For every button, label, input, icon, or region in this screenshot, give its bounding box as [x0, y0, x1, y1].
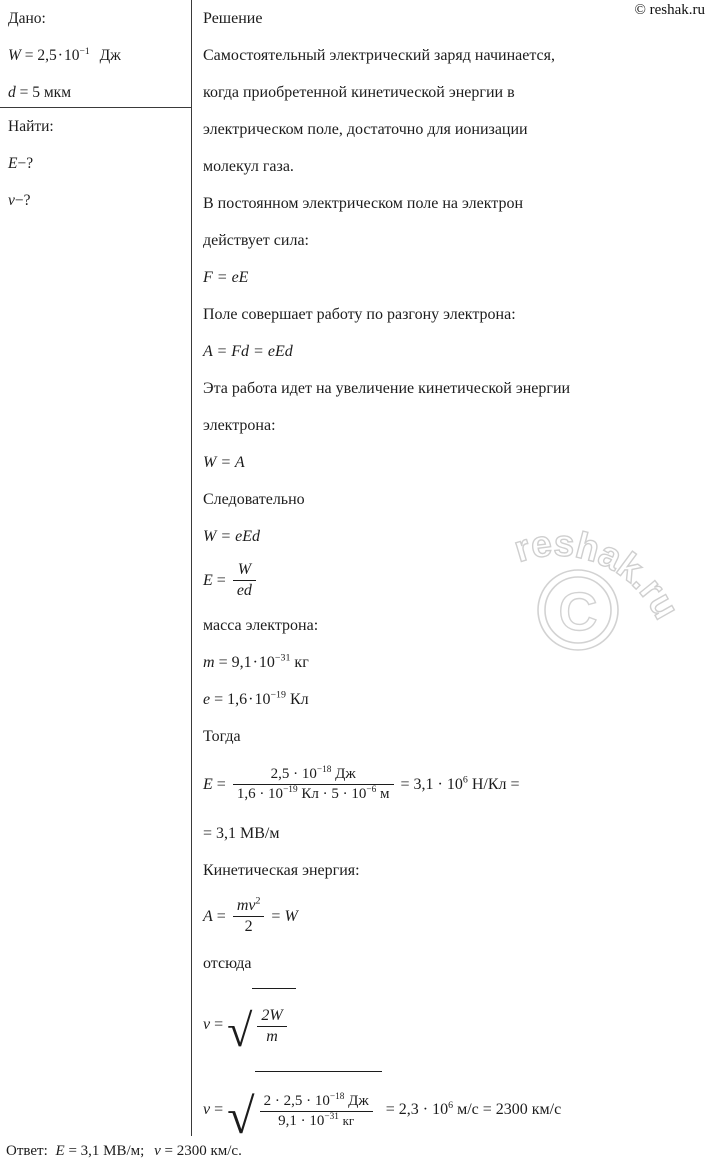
fraction-E-numerator [233, 766, 394, 784]
constant-e-mantissa: 1,6 [227, 691, 248, 708]
E-den-first-exponent: −19 [283, 784, 298, 795]
constant-m-exponent: −31 [274, 652, 291, 664]
solution-heading: Решение [203, 10, 263, 27]
equation-E-trailing-equals: = [510, 776, 520, 793]
equation-W-equals-eEd: W = eEd [203, 528, 260, 545]
given-find-divider-line [0, 107, 192, 108]
given-W-base: 10 [63, 47, 80, 64]
given-W-unit: Дж [99, 47, 121, 64]
solution-paragraph4-line1: Эта работа идет на увеличение кинетической энергии [203, 380, 571, 397]
equation-kinetic-equals2: = [271, 908, 281, 925]
equation-kinetic-rhs: W [284, 908, 298, 925]
constant-e-unit: Кл [289, 691, 309, 708]
watermark-text: reshak.ru [509, 522, 688, 626]
equation-kinetic-equals: = [216, 908, 226, 925]
fraction-E-numeric [233, 766, 394, 803]
radical-body [252, 988, 295, 1063]
constant-m-unit: кг [294, 654, 309, 671]
constant-m-base: 10 [258, 654, 275, 671]
constant-m-mantissa: 9,1 [231, 654, 252, 671]
given-W-mantissa: 2,5 [37, 47, 57, 64]
equation-W-equals-A: W = A [203, 454, 245, 471]
v-num-unit: Дж [348, 1093, 369, 1110]
equation-v-numeric-equals: = [214, 1101, 224, 1119]
equation-velocity-numeric [203, 1063, 711, 1150]
solution-paragraph2-line2: действует сила: [203, 232, 309, 249]
fraction-kinetic-numerator [233, 897, 265, 916]
equation-E-result-mantissa: 3,1 · 10 [413, 776, 463, 793]
equation-v-numeric-lhs: v [203, 1101, 211, 1119]
solution-paragraph3: Поле совершает работу по разгону электрона: [203, 306, 516, 323]
equation-E-symbolic-lhs: E [203, 572, 213, 589]
equation-E-result-exponent: 6 [462, 774, 468, 786]
find-v-symbol: v [8, 192, 15, 209]
solution-paragraph5: Следовательно [203, 491, 305, 508]
answer-E-equals: = [68, 1143, 77, 1159]
solution-paragraph1-line4: молекул газа. [203, 158, 294, 175]
equation-kinetic-lhs: A [203, 908, 213, 925]
equation-velocity-symbolic [203, 982, 711, 1063]
answer-separator: ; [140, 1143, 145, 1159]
find-row-E [0, 145, 190, 182]
radical-2W-over-m [227, 988, 296, 1063]
constant-e-symbol: e [203, 691, 211, 708]
fraction-velocity-numeric [260, 1093, 373, 1130]
find-row-v [0, 182, 190, 219]
radical-body-2 [255, 1071, 382, 1150]
equation-v-result-exponent: 6 [448, 1099, 454, 1111]
v-fraction-numerator: 2W [261, 1006, 283, 1024]
equation-E-final-value: = 3,1 МВ/м [203, 825, 280, 842]
answer-v-symbol: v [154, 1143, 161, 1159]
column-divider-line [191, 0, 192, 1136]
constant-e-exponent: −19 [270, 689, 286, 701]
answer-E-symbol: E [55, 1143, 65, 1159]
solution-section [203, 0, 711, 1150]
find-v-question: −? [14, 192, 31, 209]
answer-E-value: 3,1 МВ/м [80, 1143, 141, 1159]
radical-sign-icon-2: √ [227, 1087, 255, 1144]
given-d-symbol: d [8, 84, 16, 101]
given-section [0, 0, 190, 111]
solution-paragraph6: масса электрона: [203, 617, 319, 634]
find-E-question: −? [17, 155, 34, 172]
equation-v-result-kms: 2300 км/с [495, 1101, 562, 1119]
E-num-mantissa: 2,5 · 10 [270, 766, 317, 783]
constant-elementary-charge [203, 681, 711, 718]
constant-m-dot: · [252, 654, 258, 671]
solution-paragraph7: Тогда [203, 728, 241, 745]
find-section [0, 108, 190, 219]
given-heading: Дано: [8, 10, 46, 27]
svg-text:C: C [558, 582, 598, 642]
solution-paragraph1-line2: когда приобретенной кинетической энергии в [203, 84, 515, 101]
v-num-group [260, 1093, 373, 1111]
equation-v-symbolic-lhs: v [203, 1016, 211, 1034]
solution-paragraph1-line1: Самостоятельный электрический заряд начинается, [203, 47, 555, 64]
given-W-equals: = [24, 47, 34, 64]
E-den-first-unit: Кл [301, 785, 319, 802]
solution-paragraph2-line1: В постоянном электрическом поле на электрон [203, 195, 523, 212]
equation-v-result-mantissa: 2,3 · 10 [398, 1101, 449, 1119]
E-den-second-unit: м [380, 785, 390, 802]
solution-paragraph9: отсюда [203, 955, 252, 972]
copyright-notice: © reshak.ru [634, 2, 705, 18]
find-heading: Найти: [8, 118, 54, 135]
equation-E-symbolic [203, 555, 711, 607]
equation-v-result-unit: м/с [457, 1101, 479, 1119]
equation-E-numeric-lhs: E [203, 776, 213, 793]
radical-velocity-numeric [227, 1071, 382, 1150]
constant-m-equals: = [218, 654, 228, 671]
v-den-group [260, 1111, 373, 1130]
v-den-exponent: −31 [324, 1111, 339, 1122]
equation-v-numeric-equals3: = [482, 1101, 492, 1119]
given-d-unit: мкм [43, 84, 72, 101]
find-E-symbol: E [8, 155, 18, 172]
equation-v-symbolic-equals: = [214, 1016, 224, 1034]
kinetic-num-exponent: 2 [255, 895, 261, 907]
equation-E-symbolic-equals: = [216, 572, 226, 589]
fraction-W-over-ed [233, 561, 256, 600]
constant-e-dot: · [248, 691, 254, 708]
equation-work: A = Fd = eEd [203, 343, 293, 360]
equation-v-numeric-equals2: = [385, 1101, 395, 1119]
radical-sign-icon: √ [227, 1004, 253, 1056]
v-fraction-denominator: m [257, 1026, 286, 1046]
given-W-symbol: W [8, 47, 21, 64]
v-num-exponent: −18 [329, 1092, 345, 1103]
constant-m-symbol: m [203, 654, 215, 671]
fraction-numerator: W [237, 560, 252, 578]
E-den-first-mantissa: 1,6 · 10 [236, 785, 284, 802]
constant-electron-mass [203, 644, 711, 681]
E-den-second-exponent: −6 [366, 784, 377, 795]
given-d-equals: = [19, 84, 29, 101]
kinetic-num-symbols: mv [236, 896, 256, 914]
constant-e-equals: = [214, 691, 224, 708]
equation-force: F = eE [203, 269, 249, 286]
fraction-mv2-over-2 [233, 897, 265, 936]
v-den-mantissa: 9,1 · 10 [278, 1112, 325, 1129]
fraction-E-denominator [233, 784, 394, 803]
given-row-W [0, 37, 190, 74]
E-num-exponent: −18 [316, 765, 332, 776]
equation-kinetic-energy [203, 889, 711, 945]
solution-paragraph4-line2: электрона: [203, 417, 276, 434]
E-den-middle: · 5 · 10 [322, 785, 367, 802]
given-W-exponent: −1 [79, 45, 90, 57]
v-num-mantissa: 2 · 2,5 · 10 [263, 1093, 330, 1110]
answer-label: Ответ: [6, 1143, 48, 1159]
solution-paragraph1-line3: электрическом поле, достаточно для ионизации [203, 121, 528, 138]
answer-line [6, 1138, 242, 1164]
equation-E-numeric-equals2: = [400, 776, 410, 793]
given-W-dot: · [57, 47, 63, 64]
fraction-2W-over-m [257, 1007, 286, 1046]
solution-paragraph8: Кинетическая энергия: [203, 862, 360, 879]
equation-E-numeric-equals: = [216, 776, 226, 793]
given-d-mantissa: 5 [32, 84, 40, 101]
equation-E-numeric [203, 755, 711, 815]
fraction-kinetic-denominator: 2 [233, 916, 265, 936]
v-den-unit: кг [342, 1113, 355, 1128]
given-row-d [0, 74, 190, 111]
constant-e-base: 10 [254, 691, 271, 708]
answer-v-equals: = [164, 1143, 173, 1159]
answer-v-value: 2300 км/с. [176, 1143, 242, 1159]
fraction-denominator: ed [233, 580, 256, 600]
equation-E-result-unit: Н/Кл [471, 776, 507, 793]
E-num-unit: Дж [335, 766, 356, 783]
